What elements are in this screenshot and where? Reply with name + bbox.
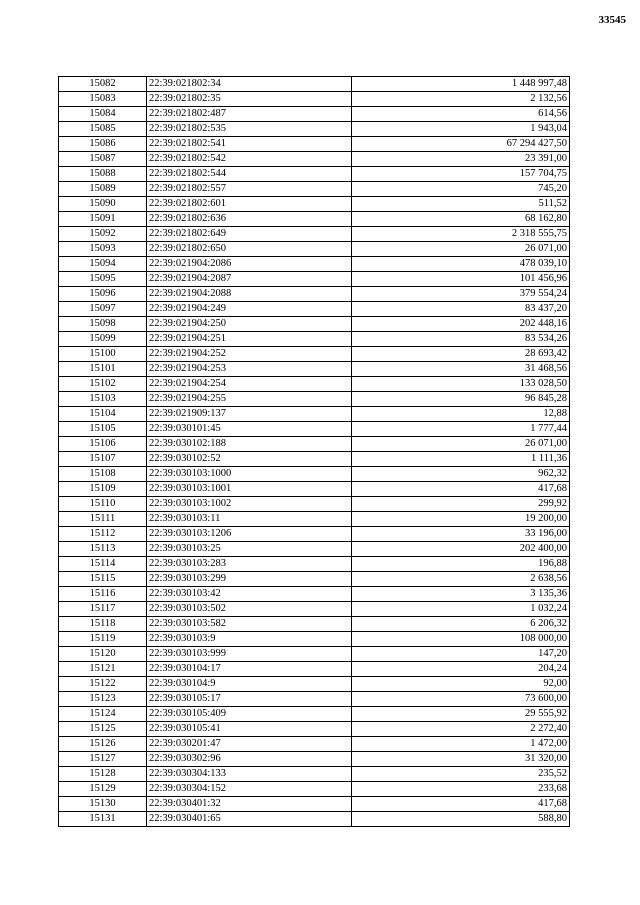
cadastral-number-cell: 22:39:030103:299 bbox=[147, 572, 352, 587]
value-cell: 108 000,00 bbox=[352, 632, 570, 647]
cadastral-number-cell: 22:39:030103:1000 bbox=[147, 467, 352, 482]
row-number-cell: 15125 bbox=[59, 722, 147, 737]
value-cell: 1 032,24 bbox=[352, 602, 570, 617]
value-cell: 29 555,92 bbox=[352, 707, 570, 722]
table-row bbox=[59, 152, 570, 167]
table-row bbox=[59, 797, 570, 812]
cadastral-number-cell: 22:39:021802:535 bbox=[147, 122, 352, 137]
cadastral-number-cell: 22:39:030103:1206 bbox=[147, 527, 352, 542]
table-row bbox=[59, 182, 570, 197]
row-number-cell: 15086 bbox=[59, 137, 147, 152]
row-number-cell: 15092 bbox=[59, 227, 147, 242]
cadastral-number-cell: 22:39:030103:1001 bbox=[147, 482, 352, 497]
row-number-cell: 15107 bbox=[59, 452, 147, 467]
row-number-cell: 15084 bbox=[59, 107, 147, 122]
table-row bbox=[59, 287, 570, 302]
row-number-cell: 15116 bbox=[59, 587, 147, 602]
cadastral-number-cell: 22:39:021904:250 bbox=[147, 317, 352, 332]
value-cell: 2 272,40 bbox=[352, 722, 570, 737]
row-number-cell: 15089 bbox=[59, 182, 147, 197]
value-cell: 33 196,00 bbox=[352, 527, 570, 542]
value-cell: 1 943,04 bbox=[352, 122, 570, 137]
value-cell: 202 448,16 bbox=[352, 317, 570, 332]
table-row bbox=[59, 602, 570, 617]
table-row bbox=[59, 467, 570, 482]
value-cell: 96 845,28 bbox=[352, 392, 570, 407]
value-cell: 6 206,32 bbox=[352, 617, 570, 632]
value-cell: 2 318 555,75 bbox=[352, 227, 570, 242]
table-row bbox=[59, 317, 570, 332]
cadastral-number-cell: 22:39:030105:41 bbox=[147, 722, 352, 737]
cadastral-number-cell: 22:39:030401:65 bbox=[147, 812, 352, 827]
table-row bbox=[59, 197, 570, 212]
row-number-cell: 15104 bbox=[59, 407, 147, 422]
value-cell: 83 437,20 bbox=[352, 302, 570, 317]
table-row bbox=[59, 557, 570, 572]
value-cell: 83 534,26 bbox=[352, 332, 570, 347]
table-row bbox=[59, 332, 570, 347]
table-row bbox=[59, 482, 570, 497]
cadastral-number-cell: 22:39:021904:2086 bbox=[147, 257, 352, 272]
value-cell: 1 111,36 bbox=[352, 452, 570, 467]
value-cell: 233,68 bbox=[352, 782, 570, 797]
table-row bbox=[59, 737, 570, 752]
cadastral-number-cell: 22:39:021802:541 bbox=[147, 137, 352, 152]
row-number-cell: 15106 bbox=[59, 437, 147, 452]
value-cell: 745,20 bbox=[352, 182, 570, 197]
row-number-cell: 15094 bbox=[59, 257, 147, 272]
row-number-cell: 15129 bbox=[59, 782, 147, 797]
value-cell: 92,00 bbox=[352, 677, 570, 692]
table-row bbox=[59, 347, 570, 362]
row-number-cell: 15097 bbox=[59, 302, 147, 317]
row-number-cell: 15102 bbox=[59, 377, 147, 392]
row-number-cell: 15103 bbox=[59, 392, 147, 407]
row-number-cell: 15109 bbox=[59, 482, 147, 497]
cadastral-number-cell: 22:39:021904:253 bbox=[147, 362, 352, 377]
cadastral-number-cell: 22:39:021802:601 bbox=[147, 197, 352, 212]
value-cell: 133 028,50 bbox=[352, 377, 570, 392]
value-cell: 19 200,00 bbox=[352, 512, 570, 527]
table-row bbox=[59, 362, 570, 377]
row-number-cell: 15123 bbox=[59, 692, 147, 707]
cadastral-number-cell: 22:39:030302:96 bbox=[147, 752, 352, 767]
row-number-cell: 15112 bbox=[59, 527, 147, 542]
value-cell: 147,20 bbox=[352, 647, 570, 662]
row-number-cell: 15117 bbox=[59, 602, 147, 617]
table-row bbox=[59, 302, 570, 317]
row-number-cell: 15115 bbox=[59, 572, 147, 587]
value-cell: 31 468,56 bbox=[352, 362, 570, 377]
row-number-cell: 15119 bbox=[59, 632, 147, 647]
cadastral-number-cell: 22:39:030304:133 bbox=[147, 767, 352, 782]
table-row bbox=[59, 257, 570, 272]
table-row bbox=[59, 632, 570, 647]
row-number-cell: 15100 bbox=[59, 347, 147, 362]
cadastral-value-table bbox=[58, 76, 570, 827]
table-row bbox=[59, 272, 570, 287]
value-cell: 235,52 bbox=[352, 767, 570, 782]
cadastral-number-cell: 22:39:021802:557 bbox=[147, 182, 352, 197]
value-cell: 588,80 bbox=[352, 812, 570, 827]
table-row bbox=[59, 167, 570, 182]
row-number-cell: 15087 bbox=[59, 152, 147, 167]
table-row bbox=[59, 572, 570, 587]
cadastral-number-cell: 22:39:030103:42 bbox=[147, 587, 352, 602]
cadastral-number-cell: 22:39:030101:45 bbox=[147, 422, 352, 437]
value-cell: 68 162,80 bbox=[352, 212, 570, 227]
row-number-cell: 15090 bbox=[59, 197, 147, 212]
cadastral-number-cell: 22:39:030103:11 bbox=[147, 512, 352, 527]
value-cell: 1 777,44 bbox=[352, 422, 570, 437]
row-number-cell: 15096 bbox=[59, 287, 147, 302]
table-row bbox=[59, 527, 570, 542]
cadastral-number-cell: 22:39:021904:252 bbox=[147, 347, 352, 362]
cadastral-number-cell: 22:39:030304:152 bbox=[147, 782, 352, 797]
cadastral-number-cell: 22:39:021904:2087 bbox=[147, 272, 352, 287]
cadastral-number-cell: 22:39:021802:34 bbox=[147, 77, 352, 92]
row-number-cell: 15127 bbox=[59, 752, 147, 767]
row-number-cell: 15105 bbox=[59, 422, 147, 437]
cadastral-number-cell: 22:39:021802:649 bbox=[147, 227, 352, 242]
table-row bbox=[59, 377, 570, 392]
cadastral-number-cell: 22:39:030103:502 bbox=[147, 602, 352, 617]
table-row bbox=[59, 707, 570, 722]
value-cell: 299,92 bbox=[352, 497, 570, 512]
row-number-cell: 15131 bbox=[59, 812, 147, 827]
row-number-cell: 15101 bbox=[59, 362, 147, 377]
row-number-cell: 15098 bbox=[59, 317, 147, 332]
page-number: 33545 bbox=[598, 14, 626, 26]
table-row bbox=[59, 137, 570, 152]
cadastral-number-cell: 22:39:021802:650 bbox=[147, 242, 352, 257]
table-row bbox=[59, 107, 570, 122]
row-number-cell: 15118 bbox=[59, 617, 147, 632]
row-number-cell: 15121 bbox=[59, 662, 147, 677]
value-cell: 1 448 997,48 bbox=[352, 77, 570, 92]
row-number-cell: 15095 bbox=[59, 272, 147, 287]
cadastral-number-cell: 22:39:030103:9 bbox=[147, 632, 352, 647]
value-cell: 196,88 bbox=[352, 557, 570, 572]
value-cell: 23 391,00 bbox=[352, 152, 570, 167]
table-row bbox=[59, 812, 570, 827]
value-cell: 26 071,00 bbox=[352, 242, 570, 257]
cadastral-number-cell: 22:39:030104:9 bbox=[147, 677, 352, 692]
table-row bbox=[59, 92, 570, 107]
value-cell: 73 600,00 bbox=[352, 692, 570, 707]
value-cell: 1 472,00 bbox=[352, 737, 570, 752]
table-row bbox=[59, 212, 570, 227]
cadastral-number-cell: 22:39:030401:32 bbox=[147, 797, 352, 812]
row-number-cell: 15113 bbox=[59, 542, 147, 557]
cadastral-number-cell: 22:39:021904:255 bbox=[147, 392, 352, 407]
cadastral-number-cell: 22:39:021909:137 bbox=[147, 407, 352, 422]
cadastral-number-cell: 22:39:021802:542 bbox=[147, 152, 352, 167]
table-row bbox=[59, 452, 570, 467]
value-cell: 28 693,42 bbox=[352, 347, 570, 362]
cadastral-number-cell: 22:39:021904:254 bbox=[147, 377, 352, 392]
row-number-cell: 15130 bbox=[59, 797, 147, 812]
row-number-cell: 15082 bbox=[59, 77, 147, 92]
table-row bbox=[59, 767, 570, 782]
value-cell: 417,68 bbox=[352, 797, 570, 812]
value-cell: 101 456,96 bbox=[352, 272, 570, 287]
cadastral-number-cell: 22:39:030103:582 bbox=[147, 617, 352, 632]
cadastral-number-cell: 22:39:021802:487 bbox=[147, 107, 352, 122]
table-row bbox=[59, 722, 570, 737]
cadastral-number-cell: 22:39:021802:544 bbox=[147, 167, 352, 182]
row-number-cell: 15110 bbox=[59, 497, 147, 512]
table-row bbox=[59, 77, 570, 92]
value-cell: 511,52 bbox=[352, 197, 570, 212]
row-number-cell: 15093 bbox=[59, 242, 147, 257]
table-row bbox=[59, 512, 570, 527]
value-cell: 962,32 bbox=[352, 467, 570, 482]
value-cell: 12,88 bbox=[352, 407, 570, 422]
value-cell: 202 400,00 bbox=[352, 542, 570, 557]
value-cell: 478 039,10 bbox=[352, 257, 570, 272]
row-number-cell: 15088 bbox=[59, 167, 147, 182]
table-row bbox=[59, 422, 570, 437]
row-number-cell: 15091 bbox=[59, 212, 147, 227]
row-number-cell: 15128 bbox=[59, 767, 147, 782]
table-row bbox=[59, 242, 570, 257]
value-cell: 67 294 427,50 bbox=[352, 137, 570, 152]
cadastral-number-cell: 22:39:021904:249 bbox=[147, 302, 352, 317]
row-number-cell: 15111 bbox=[59, 512, 147, 527]
value-cell: 26 071,00 bbox=[352, 437, 570, 452]
value-cell: 204,24 bbox=[352, 662, 570, 677]
table-row bbox=[59, 617, 570, 632]
table-row bbox=[59, 647, 570, 662]
cadastral-number-cell: 22:39:030102:52 bbox=[147, 452, 352, 467]
row-number-cell: 15122 bbox=[59, 677, 147, 692]
row-number-cell: 15108 bbox=[59, 467, 147, 482]
table-body bbox=[59, 77, 570, 827]
row-number-cell: 15120 bbox=[59, 647, 147, 662]
row-number-cell: 15085 bbox=[59, 122, 147, 137]
cadastral-number-cell: 22:39:030104:17 bbox=[147, 662, 352, 677]
table-row bbox=[59, 587, 570, 602]
value-cell: 31 320,00 bbox=[352, 752, 570, 767]
value-cell: 157 704,75 bbox=[352, 167, 570, 182]
cadastral-number-cell: 22:39:030103:25 bbox=[147, 542, 352, 557]
table-row bbox=[59, 542, 570, 557]
row-number-cell: 15083 bbox=[59, 92, 147, 107]
cadastral-number-cell: 22:39:021802:35 bbox=[147, 92, 352, 107]
cadastral-number-cell: 22:39:021802:636 bbox=[147, 212, 352, 227]
table-row bbox=[59, 437, 570, 452]
value-cell: 379 554,24 bbox=[352, 287, 570, 302]
row-number-cell: 15099 bbox=[59, 332, 147, 347]
row-number-cell: 15124 bbox=[59, 707, 147, 722]
value-cell: 2 132,56 bbox=[352, 92, 570, 107]
cadastral-number-cell: 22:39:030105:409 bbox=[147, 707, 352, 722]
value-cell: 2 638,56 bbox=[352, 572, 570, 587]
value-cell: 614,56 bbox=[352, 107, 570, 122]
cadastral-number-cell: 22:39:030103:283 bbox=[147, 557, 352, 572]
cadastral-number-cell: 22:39:030102:188 bbox=[147, 437, 352, 452]
cadastral-number-cell: 22:39:030103:999 bbox=[147, 647, 352, 662]
table-row bbox=[59, 122, 570, 137]
row-number-cell: 15126 bbox=[59, 737, 147, 752]
cadastral-number-cell: 22:39:030201:47 bbox=[147, 737, 352, 752]
cadastral-number-cell: 22:39:030103:1002 bbox=[147, 497, 352, 512]
cadastral-number-cell: 22:39:021904:2088 bbox=[147, 287, 352, 302]
table-row bbox=[59, 392, 570, 407]
row-number-cell: 15114 bbox=[59, 557, 147, 572]
value-cell: 417,68 bbox=[352, 482, 570, 497]
value-cell: 3 135,36 bbox=[352, 587, 570, 602]
table-row bbox=[59, 497, 570, 512]
table-row bbox=[59, 407, 570, 422]
cadastral-number-cell: 22:39:021904:251 bbox=[147, 332, 352, 347]
table-row bbox=[59, 752, 570, 767]
table-row bbox=[59, 227, 570, 242]
table-row bbox=[59, 662, 570, 677]
cadastral-number-cell: 22:39:030105:17 bbox=[147, 692, 352, 707]
table-row bbox=[59, 677, 570, 692]
table-row bbox=[59, 782, 570, 797]
table-row bbox=[59, 692, 570, 707]
